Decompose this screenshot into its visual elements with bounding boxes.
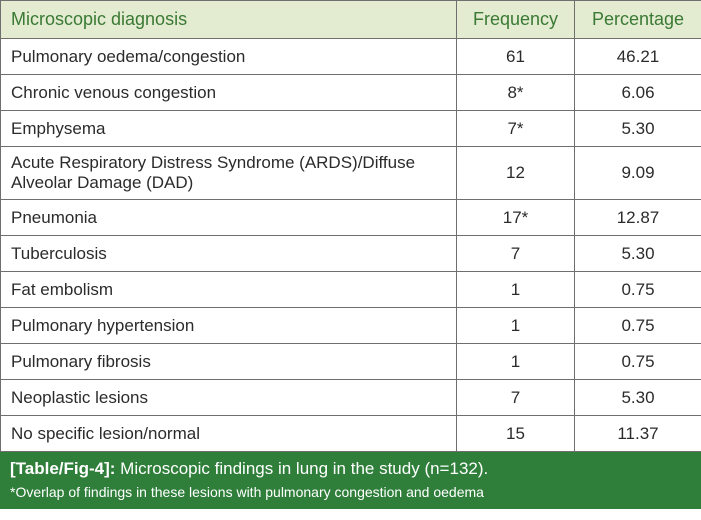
cell-frequency: 61	[457, 39, 575, 75]
cell-frequency: 12	[457, 147, 575, 200]
table-row	[1, 272, 701, 308]
cell-frequency: 7*	[457, 111, 575, 147]
cell-frequency: 17*	[457, 200, 575, 236]
cell-percentage: 0.75	[575, 344, 701, 380]
table-row	[1, 380, 701, 416]
caption-title	[10, 456, 691, 482]
cell-diagnosis: Chronic venous congestion	[1, 75, 457, 111]
cell-frequency: 8*	[457, 75, 575, 111]
cell-diagnosis: Neoplastic lesions	[1, 380, 457, 416]
table-caption	[0, 452, 701, 509]
header-diagnosis: Microscopic diagnosis	[1, 1, 457, 39]
table-row	[1, 416, 701, 452]
table-body	[1, 39, 701, 452]
cell-frequency: 7	[457, 236, 575, 272]
caption-text: Microscopic findings in lung in the study (n=132).	[115, 459, 489, 478]
table-row	[1, 111, 701, 147]
cell-percentage: 46.21	[575, 39, 701, 75]
cell-diagnosis: Pneumonia	[1, 200, 457, 236]
cell-diagnosis: Emphysema	[1, 111, 457, 147]
cell-percentage: 6.06	[575, 75, 701, 111]
table-header	[1, 1, 701, 39]
header-percentage: Percentage	[575, 1, 701, 39]
cell-diagnosis: No specific lesion/normal	[1, 416, 457, 452]
cell-percentage: 9.09	[575, 147, 701, 200]
cell-frequency: 15	[457, 416, 575, 452]
cell-percentage: 0.75	[575, 272, 701, 308]
table-row	[1, 308, 701, 344]
cell-percentage: 11.37	[575, 416, 701, 452]
cell-diagnosis: Acute Respiratory Distress Syndrome (ARDS)/Diffuse Alveolar Damage (DAD)	[1, 147, 457, 200]
header-frequency: Frequency	[457, 1, 575, 39]
caption-tag: [Table/Fig-4]:	[10, 459, 116, 478]
caption-footnote: *Overlap of findings in these lesions with pulmonary congestion and oedema	[10, 484, 484, 500]
cell-diagnosis: Pulmonary oedema/congestion	[1, 39, 457, 75]
cell-frequency: 1	[457, 272, 575, 308]
cell-frequency: 1	[457, 308, 575, 344]
cell-percentage: 12.87	[575, 200, 701, 236]
table-row	[1, 39, 701, 75]
cell-diagnosis: Pulmonary fibrosis	[1, 344, 457, 380]
cell-frequency: 1	[457, 344, 575, 380]
table-row	[1, 344, 701, 380]
cell-percentage: 0.75	[575, 308, 701, 344]
cell-percentage: 5.30	[575, 111, 701, 147]
header-row	[1, 1, 701, 39]
cell-frequency: 7	[457, 380, 575, 416]
cell-percentage: 5.30	[575, 236, 701, 272]
cell-percentage: 5.30	[575, 380, 701, 416]
cell-diagnosis: Fat embolism	[1, 272, 457, 308]
cell-diagnosis: Tuberculosis	[1, 236, 457, 272]
table-row	[1, 236, 701, 272]
table-row	[1, 200, 701, 236]
cell-diagnosis: Pulmonary hypertension	[1, 308, 457, 344]
table-row	[1, 75, 701, 111]
table-row	[1, 147, 701, 200]
